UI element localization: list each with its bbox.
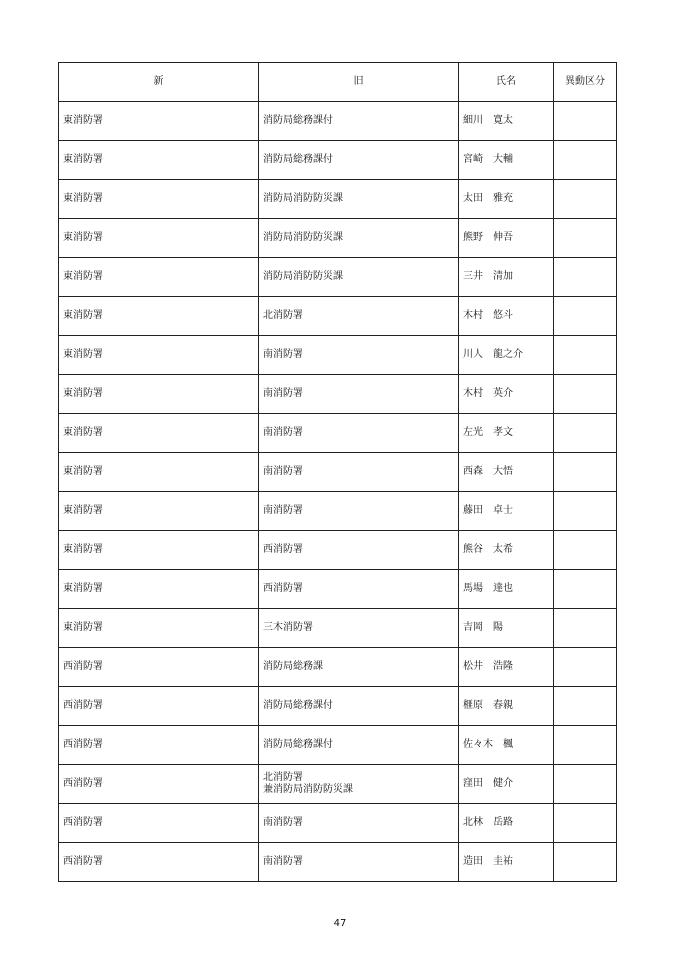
table-row bbox=[59, 765, 617, 804]
employee-name-cell: 西森 大悟 bbox=[459, 453, 554, 492]
previous-assignment-cell bbox=[259, 375, 459, 414]
new-assignment-cell: 西消防署 bbox=[59, 648, 259, 687]
employee-name-cell: 藤田 卓士 bbox=[459, 492, 554, 531]
transfer-type-cell bbox=[554, 258, 617, 297]
new-assignment-cell: 東消防署 bbox=[59, 258, 259, 297]
previous-assignment-line: 北消防署 bbox=[263, 310, 303, 321]
previous-assignment-line: 南消防署 bbox=[263, 388, 303, 399]
previous-assignment-cell bbox=[259, 726, 459, 765]
new-assignment-cell: 東消防署 bbox=[59, 492, 259, 531]
employee-name-cell: 佐々木 楓 bbox=[459, 726, 554, 765]
employee-name-cell: 榧原 春親 bbox=[459, 687, 554, 726]
table-row bbox=[59, 102, 617, 141]
employee-name-cell: 宮崎 大輔 bbox=[459, 141, 554, 180]
previous-assignment-cell bbox=[259, 765, 459, 804]
new-assignment-cell: 東消防署 bbox=[59, 570, 259, 609]
previous-assignment-line: 消防局総務課付 bbox=[263, 700, 333, 711]
previous-assignment-cell bbox=[259, 141, 459, 180]
previous-assignment-cell bbox=[259, 414, 459, 453]
table-row bbox=[59, 375, 617, 414]
table-header bbox=[59, 63, 617, 102]
employee-name-cell: 三井 清加 bbox=[459, 258, 554, 297]
table-row bbox=[59, 570, 617, 609]
table-row bbox=[59, 219, 617, 258]
employee-name-cell: 熊野 伸吾 bbox=[459, 219, 554, 258]
table-row bbox=[59, 687, 617, 726]
transfer-type-cell bbox=[554, 414, 617, 453]
previous-assignment-line: 消防局消防防災課 bbox=[263, 232, 343, 243]
previous-assignment-line: 南消防署 bbox=[263, 466, 303, 477]
table-row bbox=[59, 609, 617, 648]
transfer-type-cell bbox=[554, 687, 617, 726]
personnel-transfer-table bbox=[58, 62, 617, 882]
table-body bbox=[59, 102, 617, 882]
previous-assignment-line: 南消防署 bbox=[263, 427, 303, 438]
header-name: 氏名 bbox=[459, 63, 554, 102]
table-row bbox=[59, 453, 617, 492]
table-row bbox=[59, 492, 617, 531]
transfer-type-cell bbox=[554, 102, 617, 141]
previous-assignment-line: 消防局総務課付 bbox=[263, 115, 333, 126]
transfer-type-cell bbox=[554, 531, 617, 570]
header-row bbox=[59, 63, 617, 102]
header-transfer-type: 異動区分 bbox=[554, 63, 617, 102]
transfer-type-cell bbox=[554, 609, 617, 648]
previous-assignment-line: 消防局総務課付 bbox=[263, 154, 333, 165]
new-assignment-cell: 西消防署 bbox=[59, 843, 259, 882]
new-assignment-cell: 東消防署 bbox=[59, 531, 259, 570]
previous-assignment-cell bbox=[259, 102, 459, 141]
previous-assignment-cell bbox=[259, 687, 459, 726]
previous-assignment-cell bbox=[259, 570, 459, 609]
previous-assignment-cell bbox=[259, 492, 459, 531]
personnel-sheet bbox=[58, 62, 616, 882]
previous-assignment-cell bbox=[259, 297, 459, 336]
new-assignment-cell: 東消防署 bbox=[59, 414, 259, 453]
transfer-type-cell bbox=[554, 726, 617, 765]
previous-assignment-line: 南消防署 bbox=[263, 856, 303, 867]
new-assignment-cell: 西消防署 bbox=[59, 726, 259, 765]
header-old: 旧 bbox=[259, 63, 459, 102]
employee-name-cell: 窪田 健介 bbox=[459, 765, 554, 804]
transfer-type-cell bbox=[554, 570, 617, 609]
previous-assignment-cell bbox=[259, 336, 459, 375]
table-row bbox=[59, 648, 617, 687]
previous-assignment-cell bbox=[259, 843, 459, 882]
transfer-type-cell bbox=[554, 141, 617, 180]
previous-assignment-cell bbox=[259, 804, 459, 843]
employee-name-cell: 造田 圭祐 bbox=[459, 843, 554, 882]
previous-assignment-line: 南消防署 bbox=[263, 505, 303, 516]
transfer-type-cell bbox=[554, 492, 617, 531]
previous-assignment-line: 消防局消防防災課 bbox=[263, 193, 343, 204]
previous-assignment-cell bbox=[259, 453, 459, 492]
new-assignment-cell: 西消防署 bbox=[59, 687, 259, 726]
previous-assignment-line: 消防局総務課 bbox=[263, 661, 323, 672]
previous-assignment-line: 南消防署 bbox=[263, 817, 303, 828]
table-row bbox=[59, 414, 617, 453]
transfer-type-cell bbox=[554, 453, 617, 492]
previous-assignment-cell bbox=[259, 180, 459, 219]
new-assignment-cell: 東消防署 bbox=[59, 141, 259, 180]
previous-assignment-cell bbox=[259, 258, 459, 297]
previous-assignment-cell bbox=[259, 219, 459, 258]
employee-name-cell: 太田 雅充 bbox=[459, 180, 554, 219]
previous-assignment-line: 兼消防局消防防災課 bbox=[263, 784, 353, 795]
table-row bbox=[59, 258, 617, 297]
table-row bbox=[59, 297, 617, 336]
employee-name-cell: 馬場 達也 bbox=[459, 570, 554, 609]
table-row bbox=[59, 804, 617, 843]
new-assignment-cell: 東消防署 bbox=[59, 102, 259, 141]
previous-assignment-line: 西消防署 bbox=[263, 583, 303, 594]
transfer-type-cell bbox=[554, 375, 617, 414]
transfer-type-cell bbox=[554, 297, 617, 336]
employee-name-cell: 左光 孝文 bbox=[459, 414, 554, 453]
employee-name-cell: 川人 龍之介 bbox=[459, 336, 554, 375]
previous-assignment-line: 北消防署 bbox=[263, 772, 303, 783]
transfer-type-cell bbox=[554, 765, 617, 804]
employee-name-cell: 松井 浩隆 bbox=[459, 648, 554, 687]
employee-name-cell: 吉岡 陽 bbox=[459, 609, 554, 648]
previous-assignment-cell bbox=[259, 648, 459, 687]
employee-name-cell: 木村 悠斗 bbox=[459, 297, 554, 336]
table-row bbox=[59, 336, 617, 375]
header-new: 新 bbox=[59, 63, 259, 102]
table-row bbox=[59, 141, 617, 180]
employee-name-cell: 木村 英介 bbox=[459, 375, 554, 414]
previous-assignment-cell bbox=[259, 531, 459, 570]
new-assignment-cell: 西消防署 bbox=[59, 804, 259, 843]
transfer-type-cell bbox=[554, 804, 617, 843]
new-assignment-cell: 東消防署 bbox=[59, 297, 259, 336]
table-row bbox=[59, 531, 617, 570]
employee-name-cell: 細川 寛太 bbox=[459, 102, 554, 141]
new-assignment-cell: 西消防署 bbox=[59, 765, 259, 804]
transfer-type-cell bbox=[554, 648, 617, 687]
new-assignment-cell: 東消防署 bbox=[59, 609, 259, 648]
new-assignment-cell: 東消防署 bbox=[59, 219, 259, 258]
new-assignment-cell: 東消防署 bbox=[59, 336, 259, 375]
table-row bbox=[59, 180, 617, 219]
table-row bbox=[59, 726, 617, 765]
transfer-type-cell bbox=[554, 219, 617, 258]
previous-assignment-line: 西消防署 bbox=[263, 544, 303, 555]
new-assignment-cell: 東消防署 bbox=[59, 180, 259, 219]
employee-name-cell: 北林 岳路 bbox=[459, 804, 554, 843]
previous-assignment-line: 消防局総務課付 bbox=[263, 739, 333, 750]
transfer-type-cell bbox=[554, 336, 617, 375]
transfer-type-cell bbox=[554, 843, 617, 882]
transfer-type-cell bbox=[554, 180, 617, 219]
new-assignment-cell: 東消防署 bbox=[59, 375, 259, 414]
table-row bbox=[59, 843, 617, 882]
employee-name-cell: 熊谷 太希 bbox=[459, 531, 554, 570]
previous-assignment-line: 三木消防署 bbox=[263, 622, 313, 633]
page-number: 47 bbox=[333, 918, 347, 929]
previous-assignment-cell bbox=[259, 609, 459, 648]
previous-assignment-line: 消防局消防防災課 bbox=[263, 271, 343, 282]
previous-assignment-line: 南消防署 bbox=[263, 349, 303, 360]
new-assignment-cell: 東消防署 bbox=[59, 453, 259, 492]
